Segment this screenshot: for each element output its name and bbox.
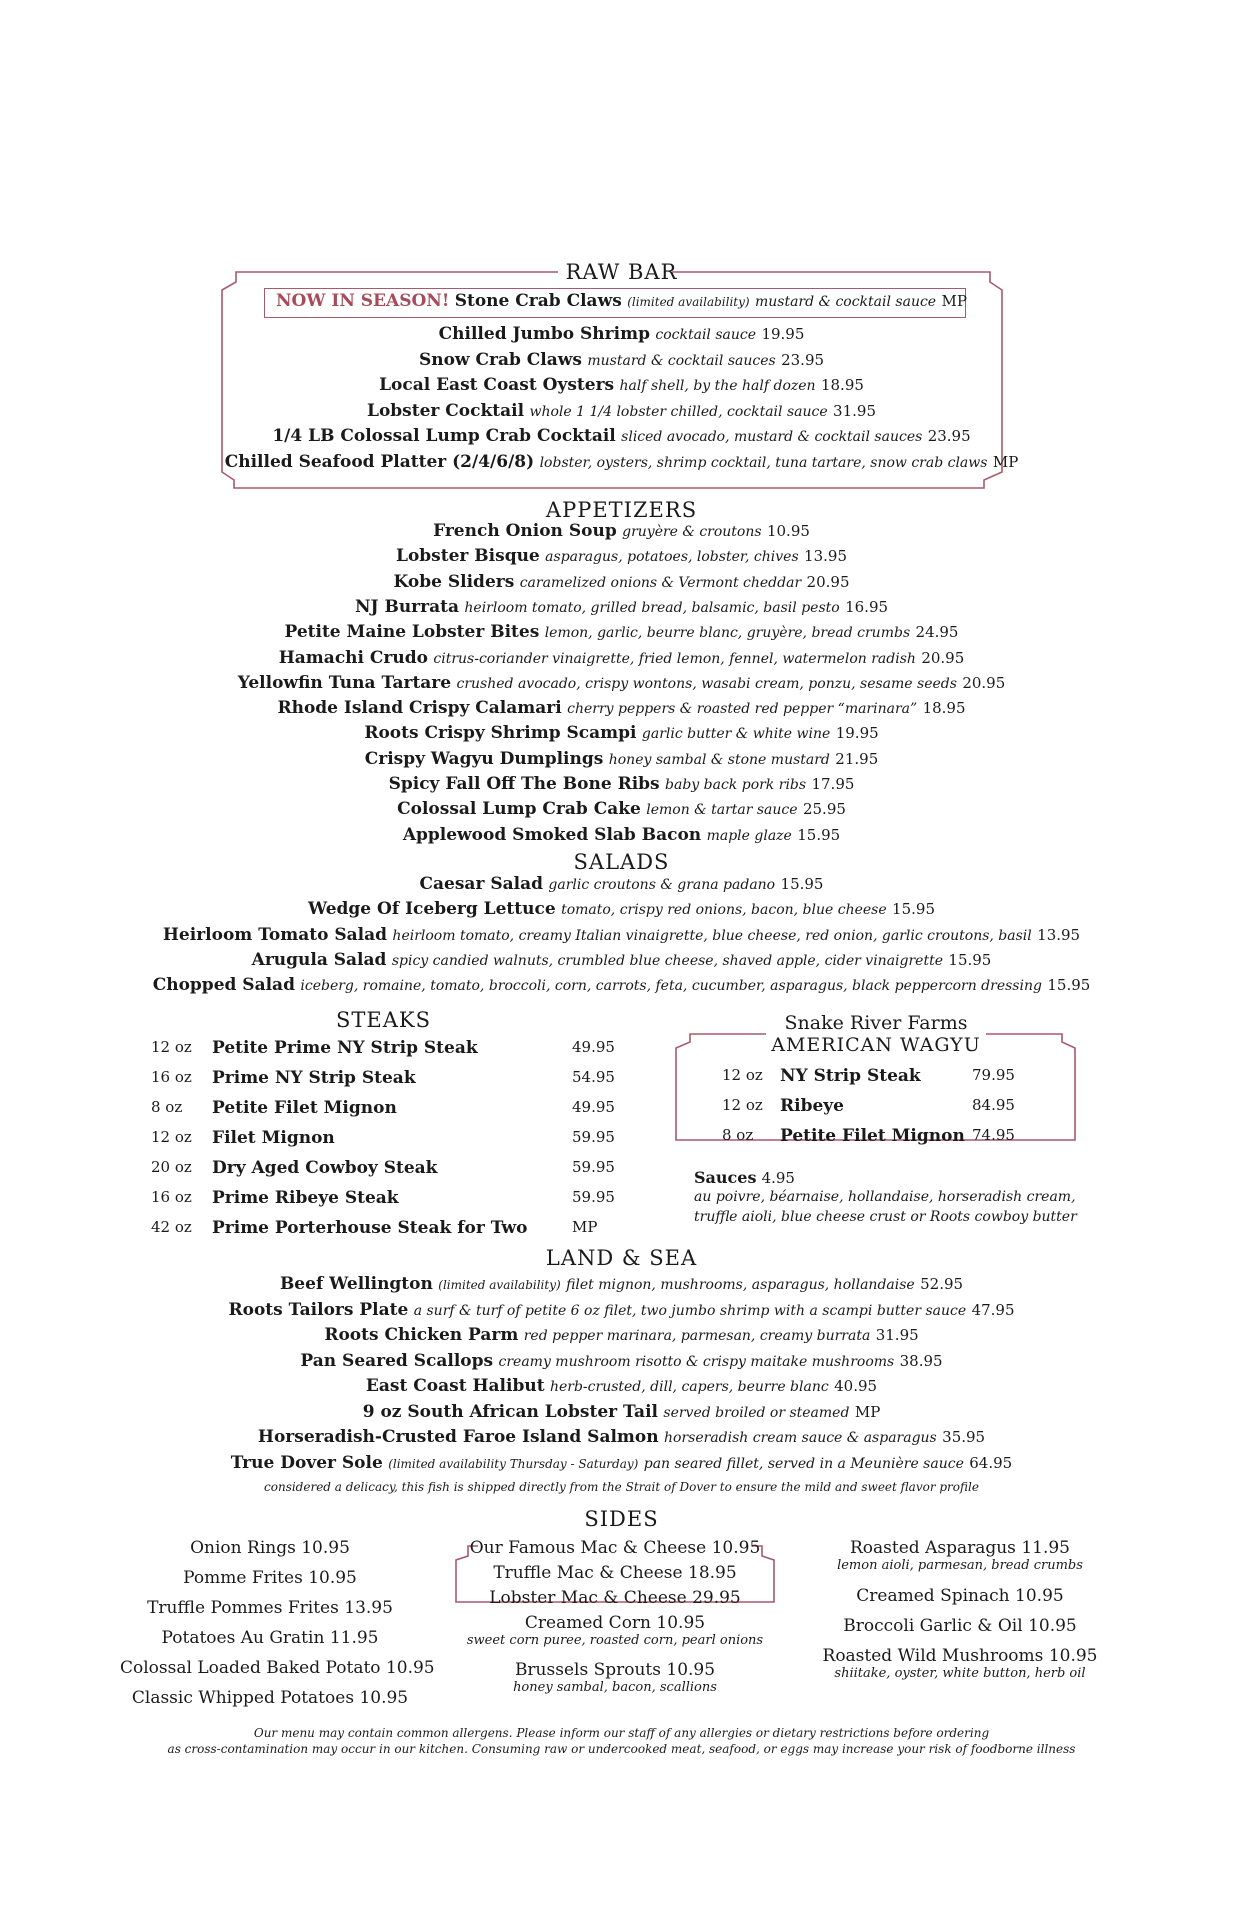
wagyu-size: 12 oz [722,1066,763,1084]
steak-size: 42 oz [151,1218,192,1236]
menu-item-price: 18.95 [922,699,966,718]
side-item [120,1568,420,1588]
side-name: Broccoli Garlic & Oil [843,1616,1023,1636]
menu-item-name: Wedge Of Iceberg Lettuce [308,899,556,920]
menu-item-name: Arugula Salad [251,949,387,970]
menu-item-price: 23.95 [781,350,825,369]
menu-item-desc: served broiled or steamed [663,1404,850,1421]
side-desc: shiitake, oyster, white button, herb oil [834,1666,1086,1681]
menu-item-name: Local East Coast Oysters [379,375,615,395]
side-name: Creamed Corn [524,1613,652,1633]
side-item [120,1688,420,1708]
menu-item-desc: a surf & turf of petite 6 oz filet, two jumbo shrimp with a scampi butter sauce [413,1302,967,1319]
menu-item-price: 10.95 [766,522,810,540]
menu-item-price: 20.95 [962,673,1006,692]
menu-item-name: East Coast Halibut [365,1376,545,1396]
menu-item-price: 15.95 [797,825,841,844]
raw-bar-title: RAW BAR [565,260,678,284]
menu-item-name: Roots Tailors Plate [228,1299,409,1320]
wagyu-price: 74.95 [972,1126,1015,1144]
menu-item-price: 64.95 [969,1453,1013,1472]
side-item [800,1646,1120,1681]
side-item [455,1563,775,1583]
menu-item-name: Heirloom Tomato Salad [162,924,388,945]
menu-item-name: Petite Maine Lobster Bites [284,622,540,643]
menu-item-price: 25.95 [802,800,846,819]
menu-item-price: 19.95 [761,325,805,343]
menu-item-name: Kobe Sliders [393,571,515,592]
menu-item-desc: mustard & cocktail sauce [754,294,937,310]
menu-item-name: Roots Crispy Shrimp Scampi [364,723,637,744]
menu-item-desc: herb-crusted, dill, capers, beurre blanc [549,1379,829,1395]
menu-item-desc: heirloom tomato, grilled bread, balsamic, basil pesto [464,599,840,616]
steaks-title: STEAKS [336,1008,431,1032]
wagyu-size: 8 oz [722,1126,754,1144]
steak-name: Prime NY Strip Steak [212,1068,416,1088]
steak-size: 16 oz [151,1068,192,1086]
steak-price: 49.95 [572,1038,615,1056]
menu-item-note: (limited availability) [627,295,750,309]
menu-item-price: 13.95 [1037,925,1081,944]
wagyu-name: Ribeye [780,1096,844,1116]
menu-item-desc: citrus-coriander vinaigrette, fried lemon, fennel, watermelon radish [433,650,916,667]
wagyu-name: Petite Filet Mignon [780,1126,965,1146]
menu-item-name: Pan Seared Scallops [300,1350,494,1371]
menu-item-name: 9 oz South African Lobster Tail [362,1401,658,1422]
side-item [120,1628,420,1648]
steak-size: 8 oz [151,1098,183,1116]
menu-item-desc: heirloom tomato, creamy Italian vinaigrette, blue cheese, red onion, garlic croutons, basil [392,927,1032,944]
side-price: 10.95 [666,1660,716,1680]
sauces-label: Sauces [694,1168,757,1187]
menu-item-price: 52.95 [920,1275,964,1293]
menu-item-price: 31.95 [833,401,876,420]
steak-size: 20 oz [151,1158,192,1176]
wagyu-price: 79.95 [972,1066,1015,1084]
menu-item-desc: garlic croutons & grana padano [548,877,776,893]
steak-name: Prime Ribeye Steak [212,1188,399,1208]
menu-item-name: Colossal Lump Crab Cake [397,799,641,820]
dover-sole-note: considered a delicacy, this fish is shipped directly from the Strait of Dover to ensure the mild and sweet flavor profile [264,1480,979,1494]
menu-item-desc: asparagus, potatoes, lobster, chives [545,549,799,566]
menu-item-name: Horseradish-Crusted Faroe Island Salmon [257,1427,659,1447]
side-price: 10.95 [1015,1586,1064,1606]
menu-item-desc: spicy candied walnuts, crumbled blue cheese, shaved apple, cider vinaigrette [391,952,943,969]
menu-item-desc: filet mignon, mushrooms, asparagus, hollandaise [566,1277,915,1293]
side-name: Potatoes Au Gratin [161,1628,325,1648]
side-name: Truffle Pommes Frites [147,1598,339,1618]
menu-item-price: MP [992,452,1019,471]
side-price: 13.95 [344,1598,393,1618]
sauces-line2: truffle aioli, blue cheese crust or Roots cowboy butter [694,1209,1077,1225]
menu-item-desc: garlic butter & white wine [641,726,831,743]
side-price: 11.95 [1021,1538,1070,1558]
menu-item-price: 20.95 [806,572,850,591]
wagyu-name: NY Strip Steak [780,1066,921,1086]
menu-item-desc: baby back pork ribs [665,777,807,793]
side-name: Pomme Frites [183,1568,303,1588]
menu-item-desc: pan seared fillet, served in a Meunière sauce [643,1455,964,1472]
menu-item-price: 21.95 [835,749,879,768]
menu-item-name: Stone Crab Claws [454,291,622,311]
menu-item-desc: cherry peppers & roasted red pepper “marinara” [567,701,918,718]
allergen-note-line1: Our menu may contain common allergens. Please inform our staff of any allergies or dietary restrictions before ordering [253,1726,990,1740]
menu-item-name: Crispy Wagyu Dumplings [364,748,604,769]
steak-price: 59.95 [572,1158,615,1176]
menu-item-name: True Dover Sole [230,1452,383,1473]
side-price: 29.95 [692,1588,741,1608]
menu-item-desc: horseradish cream sauce & asparagus [664,1430,937,1446]
side-price: 10.95 [308,1568,357,1588]
menu-item-price: 15.95 [1047,976,1091,995]
menu-item-price: 24.95 [915,623,959,642]
side-item [455,1538,775,1558]
menu-item-price: 38.95 [899,1351,943,1370]
menu-item-name: Caesar Salad [419,874,543,894]
menu-item-desc: gruyère & croutons [622,524,762,540]
menu-item-price: 15.95 [780,875,824,893]
menu-item-price: 15.95 [892,900,935,919]
menu-item-price: 23.95 [927,427,971,445]
menu-item-desc: whole 1 1/4 lobster chilled, cocktail sauce [529,403,828,420]
side-item [120,1538,420,1558]
side-item [120,1598,420,1618]
side-price: 10.95 [359,1688,409,1708]
menu-item-price: 19.95 [835,724,879,743]
menu-item-name: Chilled Seafood Platter (2/4/6/8) [224,451,535,472]
menu-item-desc: sliced avocado, mustard & cocktail sauces [621,429,923,445]
side-name: Brussels Sprouts [514,1660,661,1680]
menu-item-desc: honey sambal & stone mustard [608,751,830,768]
menu-item-desc: lemon & tartar sauce [646,802,798,819]
menu-item-name: Roots Chicken Parm [324,1325,519,1345]
menu-item-name: 1/4 LB Colossal Lump Crab Cocktail [272,426,616,446]
now-in-season-tag: NOW IN SEASON! [276,291,450,311]
appetizers-title: APPETIZERS [545,498,698,522]
salads-title: SALADS [573,850,670,874]
side-name: Creamed Spinach [856,1586,1010,1606]
menu-item-name: NJ Burrata [354,596,459,617]
menu-item-price: 15.95 [948,950,992,969]
side-name: Roasted Asparagus [850,1538,1016,1558]
land-sea-title: LAND & SEA [545,1246,698,1270]
side-brussels [455,1660,775,1695]
side-price: 10.95 [385,1658,435,1678]
menu-item-price: 20.95 [921,648,965,667]
menu-item-name: Hamachi Crudo [278,647,428,668]
menu-item-name: Snow Crab Claws [418,349,582,370]
side-item [800,1616,1120,1636]
sauces-line1: au poivre, béarnaise, hollandaise, horseradish cream, [694,1189,1076,1205]
menu-item-price: MP [941,292,967,310]
steak-name: Petite Prime NY Strip Steak [212,1038,478,1058]
side-name: Colossal Loaded Baked Potato [120,1658,381,1678]
menu-item-price: 47.95 [971,1300,1015,1319]
sauces-price: 4.95 [761,1169,795,1187]
menu-item-price: 31.95 [875,1326,919,1344]
side-item [120,1658,435,1678]
side-name: Lobster Mac & Cheese [489,1588,687,1608]
side-price: 10.95 [1028,1616,1077,1636]
menu-item-name: Spicy Fall Off The Bone Ribs [388,774,660,794]
menu-item-desc: cocktail sauce [655,327,757,343]
menu-item-desc: caramelized onions & Vermont cheddar [519,574,802,591]
menu-item-price: 18.95 [820,376,864,394]
side-price: 11.95 [329,1628,379,1648]
steak-size: 12 oz [151,1038,192,1056]
menu-item-desc: red pepper marinara, parmesan, creamy burrata [523,1328,871,1344]
steak-price: 54.95 [572,1068,615,1086]
menu-item-price: 16.95 [845,597,889,616]
side-desc: honey sambal, bacon, scallions [513,1680,717,1695]
menu-item-name: Beef Wellington [279,1274,433,1294]
menu-item-name: Rhode Island Crispy Calamari [277,698,562,719]
side-price: 10.95 [656,1613,706,1633]
side-name: Classic Whipped Potatoes [131,1688,355,1708]
steak-price: MP [572,1218,598,1236]
side-desc: lemon aioli, parmesan, bread crumbs [837,1558,1083,1573]
menu-item-desc: lemon, garlic, beurre blanc, gruyère, bread crumbs [544,625,911,642]
menu-item-price: 17.95 [811,775,855,793]
steak-name: Petite Filet Mignon [212,1098,397,1118]
side-name: Onion Rings [190,1538,296,1558]
menu-item-desc: mustard & cocktail sauces [587,352,776,369]
menu-item-name: Applewood Smoked Slab Bacon [402,824,702,845]
steak-price: 59.95 [572,1188,615,1206]
menu-item-name: Chilled Jumbo Shrimp [438,324,650,344]
menu-item-note: (limited availability) [438,1278,561,1292]
wagyu-size: 12 oz [722,1096,763,1114]
side-price: 10.95 [711,1538,761,1558]
side-name: Roasted Wild Mushrooms [822,1646,1044,1666]
steak-price: 49.95 [572,1098,615,1116]
menu-item-note: (limited availability Thursday - Saturday) [388,1456,639,1471]
side-price: 10.95 [301,1538,350,1558]
menu-item-name: French Onion Soup [433,521,617,541]
allergen-note-line2: as cross-contamination may occur in our kitchen. Consuming raw or undercooked meat, seafood, or eggs may increase your risk of foodborne illness [167,1742,1076,1756]
menu-item-price: 40.95 [834,1377,878,1395]
steak-price: 59.95 [572,1128,615,1146]
menu-item-desc: creamy mushroom risotto & crispy maitake mushrooms [498,1353,895,1370]
side-price: 10.95 [1048,1646,1098,1666]
wagyu-title-line2: AMERICAN WAGYU [771,1034,981,1056]
menu-item-name: Chopped Salad [152,975,295,996]
steak-size: 12 oz [151,1128,192,1146]
menu-item-name: Lobster Cocktail [366,400,525,421]
menu-item-price: MP [854,1402,881,1421]
side-creamed-corn [455,1613,775,1648]
menu-item-desc: maple glaze [706,827,792,844]
menu-item-price: 13.95 [804,547,847,566]
menu-item-price: 35.95 [942,1428,986,1446]
menu-item-name: Yellowfin Tuna Tartare [237,672,452,693]
side-item [800,1538,1120,1573]
steak-size: 16 oz [151,1188,192,1206]
menu-item-desc: tomato, crispy red onions, bacon, blue cheese [561,902,887,919]
steak-name: Dry Aged Cowboy Steak [212,1158,438,1178]
sides-title: SIDES [584,1507,659,1531]
menu-item-desc: crushed avocado, crispy wontons, wasabi cream, ponzu, sesame seeds [456,675,957,692]
side-item [455,1588,775,1608]
wagyu-price: 84.95 [972,1096,1015,1114]
menu-item-name: Lobster Bisque [396,546,540,567]
wagyu-title-line1: Snake River Farms [784,1012,968,1034]
menu-item-desc: lobster, oysters, shrimp cocktail, tuna tartare, snow crab claws [539,454,988,471]
side-item [800,1586,1120,1606]
menu-item-desc: half shell, by the half dozen [619,378,816,394]
steak-name: Prime Porterhouse Steak for Two [212,1218,528,1238]
side-name: Truffle Mac & Cheese [493,1563,683,1583]
side-desc: sweet corn puree, roasted corn, pearl onions [466,1633,764,1648]
side-price: 18.95 [688,1563,737,1583]
side-name: Our Famous Mac & Cheese [469,1538,707,1558]
steak-name: Filet Mignon [212,1128,335,1148]
menu-item-desc: iceberg, romaine, tomato, broccoli, corn, carrots, feta, cucumber, asparagus, black peppercorn dressing [300,978,1042,995]
